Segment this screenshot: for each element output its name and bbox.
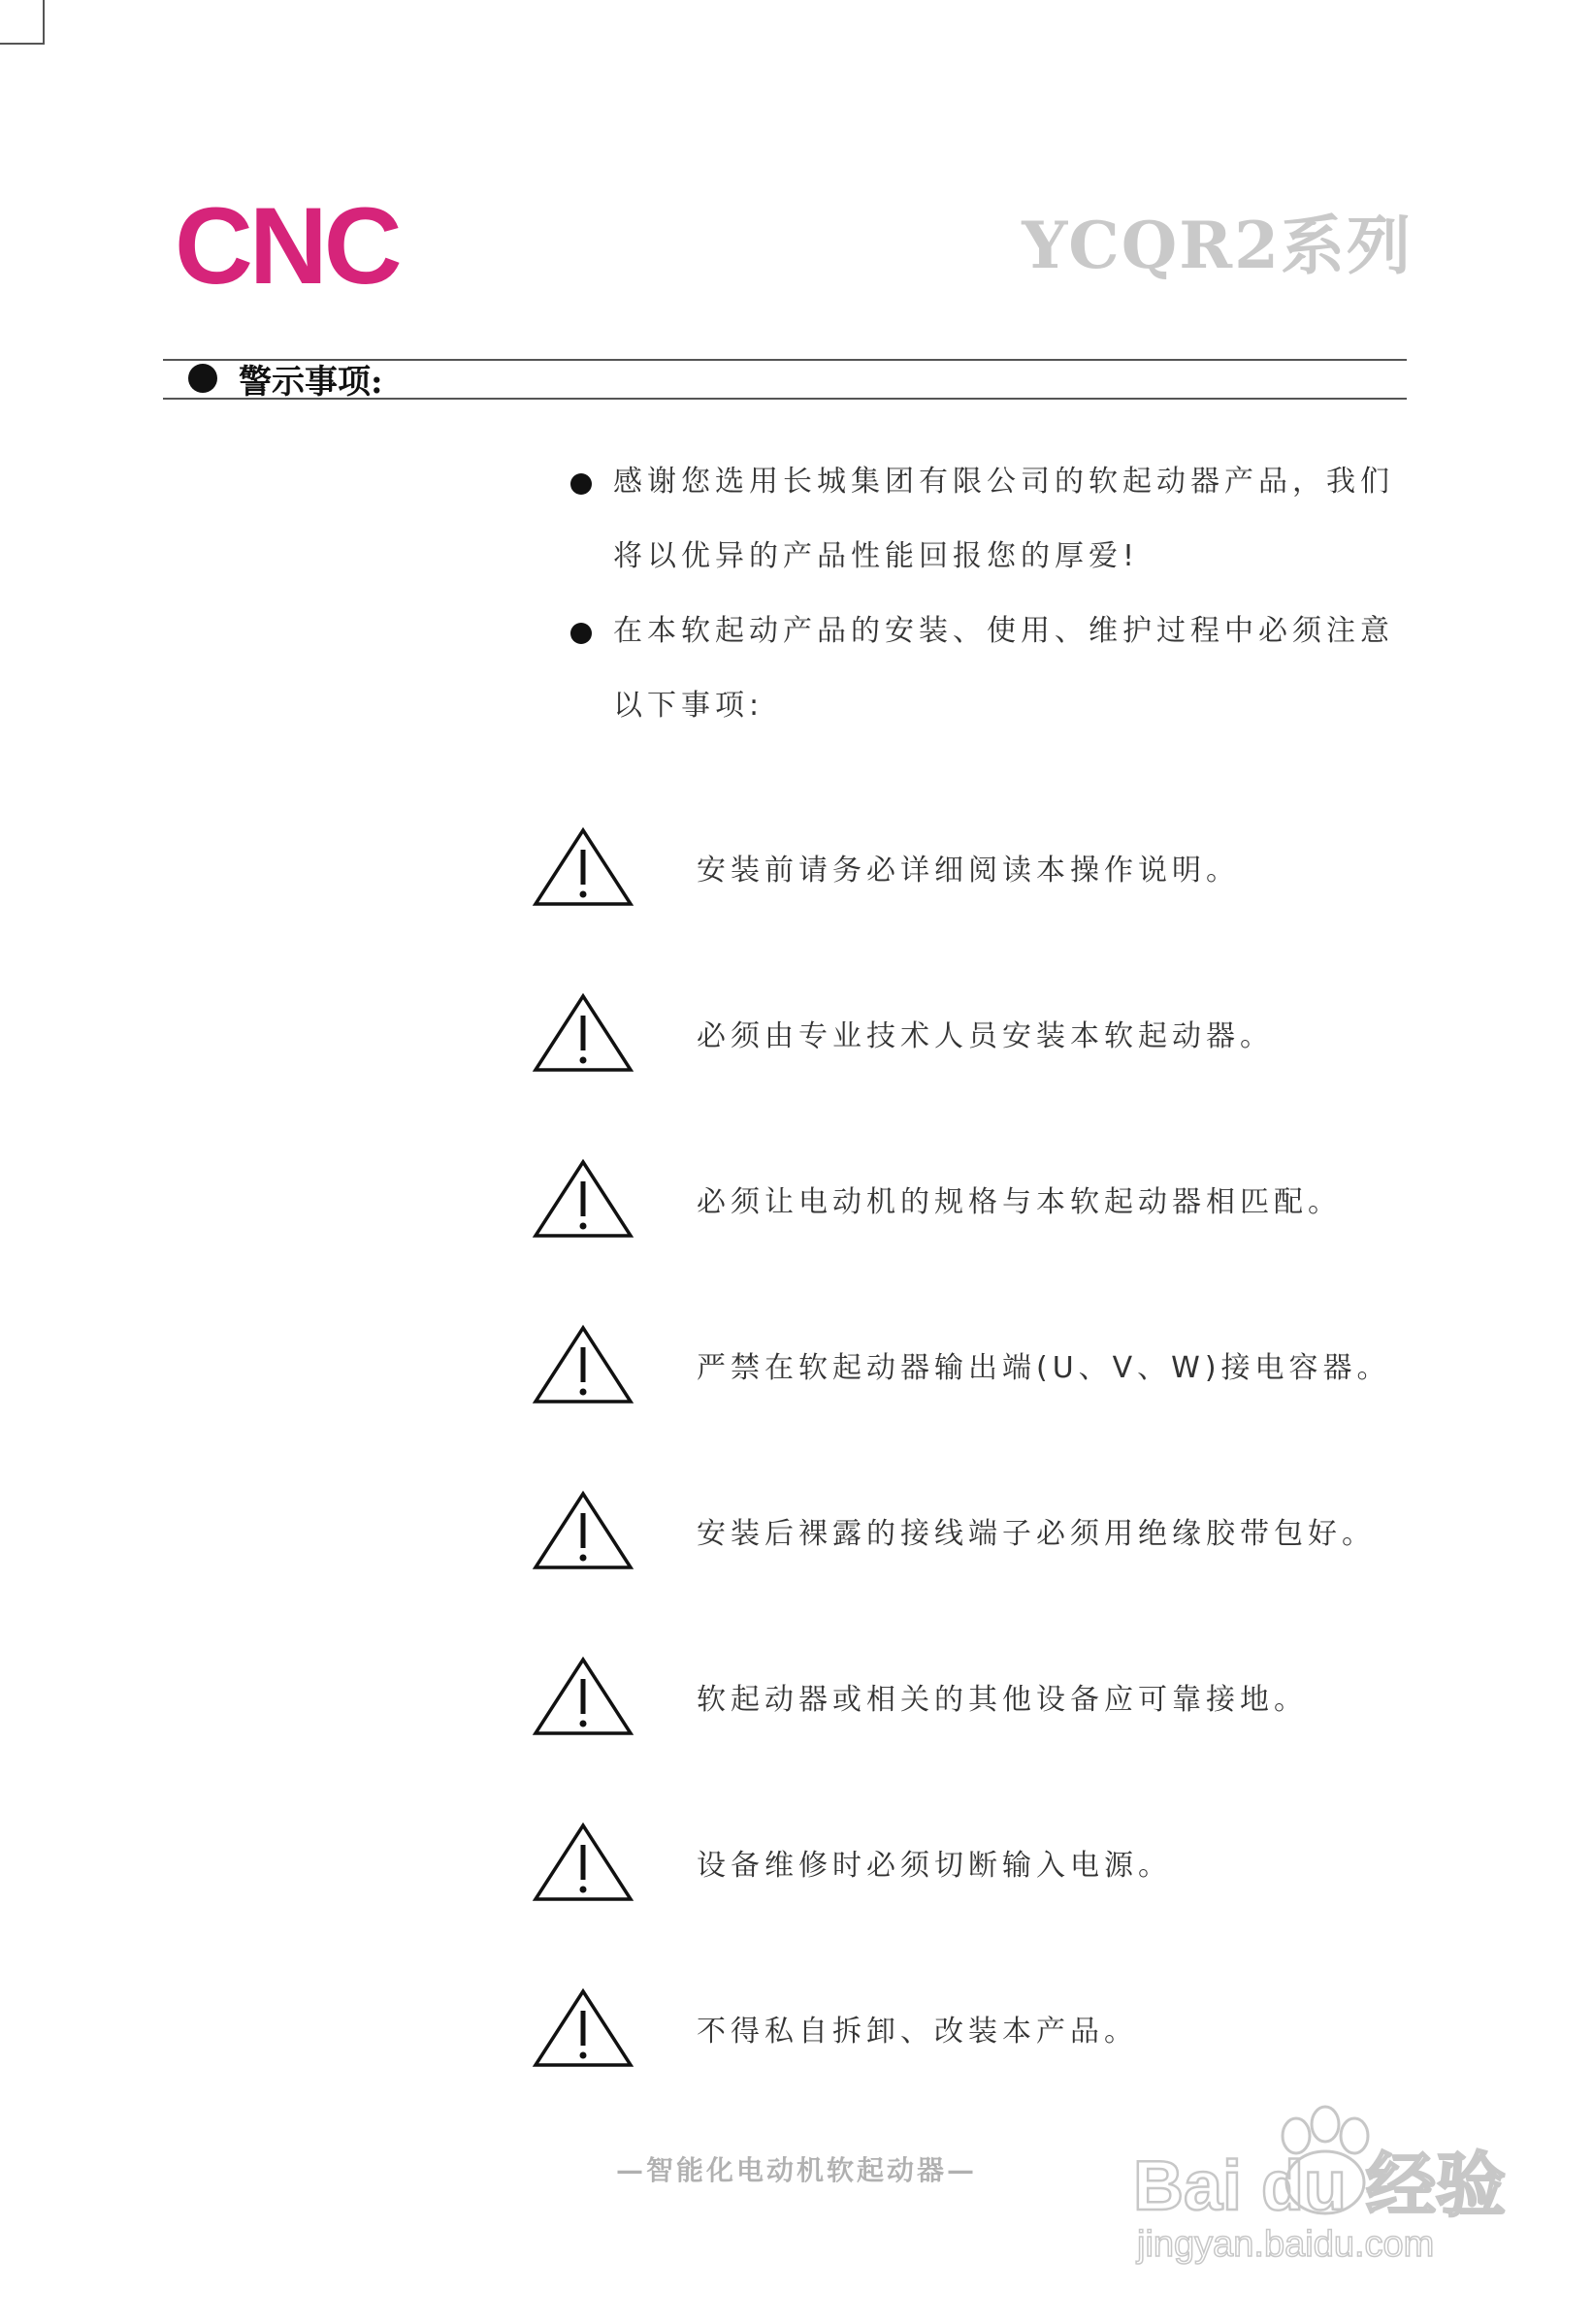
series-title: YCQR2系列: [1022, 208, 1413, 283]
warning-item: [532, 1281, 1444, 1447]
svg-text:jingyan.baidu.com: jingyan.baidu.com: [1137, 2224, 1435, 2265]
warning-triangle-icon: [532, 826, 634, 908]
warning-text: 安装后裸露的接线端子必须用绝缘胶带包好。: [697, 1516, 1376, 1551]
intro-item: [570, 444, 1424, 594]
warning-text: 设备维修时必须切断输入电源。: [697, 1848, 1172, 1883]
warning-triangle-icon: [532, 1158, 634, 1240]
intro-text: 在本软起动产品的安装、使用、维护过程中必须注意以下事项:: [613, 614, 1394, 723]
bullet-icon: [570, 623, 592, 644]
warning-triangle-icon: [532, 1490, 634, 1571]
baidu-jingyan-watermark: [1125, 2085, 1513, 2270]
section-title: 警示事项:: [239, 362, 383, 402]
warning-text: 软起动器或相关的其他设备应可靠接地。: [697, 1682, 1308, 1717]
section-bullet-icon: [188, 364, 217, 393]
warning-text: 不得私自拆卸、改装本产品。: [697, 2014, 1138, 2049]
warning-text: 必须由专业技术人员安装本软起动器。: [697, 1018, 1274, 1053]
crop-mark-horizontal: [0, 43, 43, 45]
warning-triangle-icon: [532, 1656, 634, 1737]
warning-triangle-icon: [532, 992, 634, 1074]
intro-text: 感谢您选用长城集团有限公司的软起动器产品，我们将以优异的产品性能回报您的厚爱!: [613, 465, 1394, 573]
intro-item: [570, 594, 1424, 743]
warning-triangle-icon: [532, 1822, 634, 1903]
warning-triangle-icon: [532, 1987, 634, 2069]
intro-list: [570, 444, 1424, 743]
warning-list: [532, 784, 1444, 2111]
warning-item: [532, 1613, 1444, 1779]
page-footer: —智能化电动机软起动器—: [615, 2154, 977, 2186]
warning-triangle-icon: [532, 1324, 634, 1405]
svg-text:CNC: CNC: [175, 190, 399, 297]
warning-text: 安装前请务必详细阅读本操作说明。: [697, 853, 1240, 888]
warning-text: 必须让电动机的规格与本软起动器相匹配。: [697, 1184, 1342, 1219]
warning-text: 严禁在软起动器输出端(U、V、W)接电容器。: [697, 1350, 1391, 1385]
warning-item: [532, 1115, 1444, 1281]
section-heading: [188, 357, 383, 400]
cnc-logo: [175, 190, 446, 297]
warning-item: [532, 950, 1444, 1115]
warning-item: [532, 784, 1444, 950]
crop-mark-vertical: [43, 0, 45, 45]
warning-item: [532, 1779, 1444, 1945]
bullet-icon: [570, 473, 592, 495]
svg-text:Bai du 经验: Bai du 经验: [1133, 2147, 1507, 2225]
warning-item: [532, 1447, 1444, 1613]
